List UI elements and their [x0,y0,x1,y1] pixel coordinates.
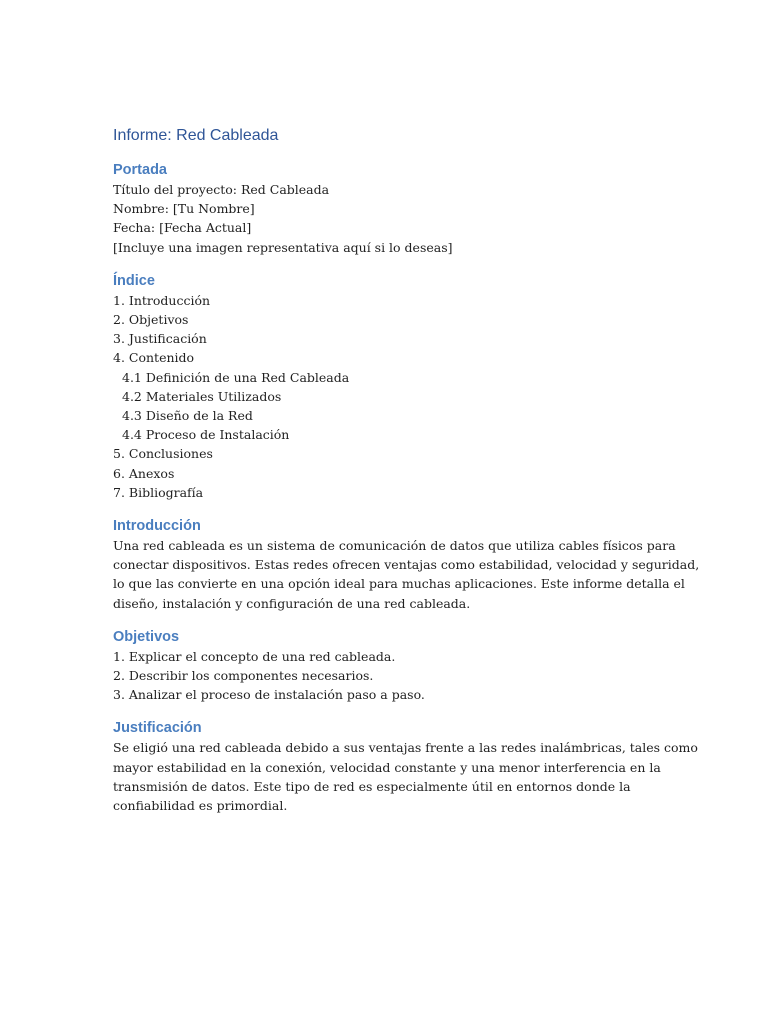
document-page [113,124,700,815]
index-item: 5. Conclusiones [113,446,213,462]
portada-line: Título del proyecto: Red Cableada [113,182,330,197]
objective-item: 2. Describir los componentes necesarios. [113,668,374,684]
section-objetivos [113,627,658,705]
index-item: 6. Anexos [113,465,175,481]
objective-item: 3. Analizar el proceso de instalación paso a paso. [113,687,425,703]
paragraph-line: mayor estabilidad en la conexión, velocidad constante y una menor interferencia en la [113,759,661,775]
portada-line: Nombre: [Tu Nombre] [113,201,255,217]
section-justificacion [113,718,698,815]
paragraph-line: Se eligió una red cableada debido a sus ventajas frente a las redes inalámbricas, tales como [113,740,698,756]
paragraph-line: confiabilidad es primordial. [113,798,288,814]
heading-introduccion: Introducción [113,518,201,535]
paragraph-line: diseño, instalación y configuración de una red cableada. [113,595,471,611]
heading-objetivos: Objetivos [113,628,180,645]
document-title: Informe: Red Cableada [113,127,279,144]
paragraph-line: Una red cableada es un sistema de comunicación de datos que utiliza cables físicos para [113,538,676,554]
index-item: 3. Justificación [113,331,207,347]
portada-line: Fecha: [Fecha Actual] [113,220,252,236]
heading-justificacion: Justificación [113,720,202,737]
section-introduccion [113,516,700,613]
heading-portada: Portada [113,162,167,178]
paragraph-line: conectar dispositivos. Estas redes ofrecen ventajas como estabilidad, velocidad y seguridad, [113,557,700,573]
portada-line: [Incluye una imagen representativa aquí si lo deseas] [113,239,453,255]
index-subitem: 4.1 Definición de una Red Cableada [122,369,350,385]
section-indice [113,271,658,502]
index-subitem: 4.2 Materiales Utilizados [122,388,282,404]
index-item: 7. Bibliografía [113,484,204,500]
objective-item: 1. Explicar el concepto de una red cableada. [113,648,396,664]
index-subitem: 4.3 Diseño de la Red [122,408,253,424]
section-portada [113,160,658,257]
index-item: 2. Objetivos [113,312,189,328]
index-item: 4. Contenido [113,350,195,366]
paragraph-line: transmisión de datos. Este tipo de red es especialmente útil en entornos donde la [113,778,631,794]
heading-indice: Índice [113,272,155,289]
index-item: 1. Introducción [113,292,211,308]
index-subitem: 4.4 Proceso de Instalación [122,427,290,443]
paragraph-line: lo que las convierte en una opción ideal para muchas aplicaciones. Este informe detalla el [113,576,685,592]
